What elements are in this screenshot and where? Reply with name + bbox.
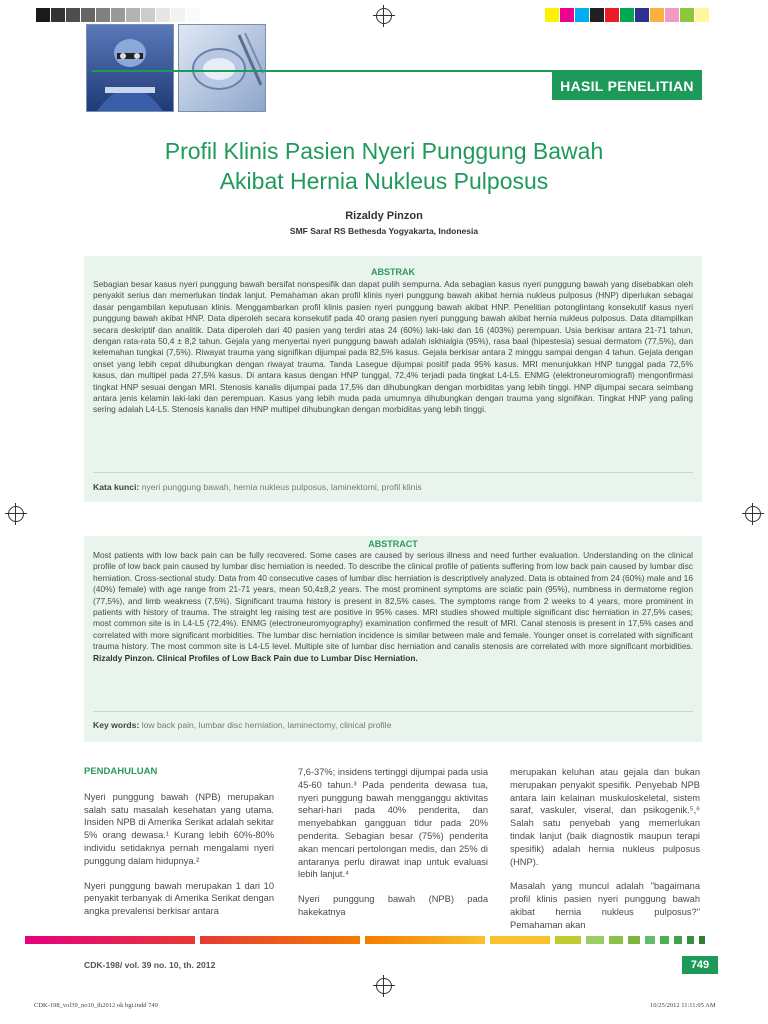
divider [93, 711, 693, 712]
keywords-label: Key words: [93, 720, 140, 730]
paragraph: Masalah yang muncul adalah "bagaimana profil klinis pasien nyeri punggung bawah akibat hernia nukleus pulposus?" Pemahaman akan [510, 881, 700, 930]
abstrak-keywords [84, 482, 431, 492]
abstract-body: Most patients with low back pain can be fully recovered. Some cases are caused by serious illness and need further evaluation. Understanding on the clinical profile of low back pain caused by lumbar disc herniation is needed. To describe the clinical profile of patients suffering from low back pain caused by lumbar disc herniation. Cross-sectional study. Data from 40 consecutive cases of lumbar disc herniation is descriptively analyzed. Data is obtained from 24 (60%) male and 16 (40%) female) with age range from 21-71 years, mean 50,4±8,2 years. The most prominent symptoms are sciatic pain (95%), numbness in dermatome region (77,5%), and limb weakness (7,5%). Significant trauma history is present in 82,5% cases. The symptoms range from 2 weeks to 4 years, more prominent in patients with history of trauma. The straight leg raising test are positive in 95% cases. MRI studies showed multiple significant disc herniation in 27,5% cases; most common site is in L4-L5 (72,4%). ENMG (electroneuromyography) examination confirmed the result of MRI. Canal stenosis is present in 17,5% cases and correlated with more significant morbidities. The lumbar disc herniation incidence is similar between male and female. Younger onset is correlated with significant trauma history. The most common site is L4-L5 level. Multiple site of lumbar disc herniation and canalis stenosis are correlated with more significant morbidities. [93, 550, 693, 652]
print-timestamp: 10/25/2012 11:11:05 AM [650, 1002, 716, 1009]
paragraph: merupakan keluhan atau gejala dan bukan merupakan penyakit spesifik. Penyebab NPB antara lain kelainan muskuloskeletal, sistem saraf, vaskuler, viseral, dan psikogenik.⁵,⁶ Salah satu penyebab yang memerlukan tindak lanjut (baik diagnostik maupun terapi spesifik) adalah hernia nukleus pulposus (HNP). [510, 767, 700, 867]
article-title-line-2: Akibat Hernia Nukleus Pulposus [219, 168, 549, 194]
registration-mark-icon [8, 506, 24, 522]
registration-mark-icon [745, 506, 761, 522]
section-heading: PENDAHULUAN [84, 766, 158, 777]
journal-citation: CDK-198/ vol. 39 no. 10, th. 2012 [84, 960, 216, 970]
author-affiliation: SMF Saraf RS Bethesda Yogyakarta, Indonesia [289, 226, 479, 236]
paragraph: Nyeri punggung bawah merupakan 1 dari 10 penyakit terbanyak di Amerika Serikat dengan angka prevalensi berkisar antara [84, 880, 274, 917]
registration-mark-icon [376, 978, 392, 994]
section-tag: HASIL PENELITIAN [552, 72, 702, 100]
registration-gray-bar [36, 8, 201, 22]
keywords-value: nyeri punggung bawah, hernia nukleus pulposus, laminektomi, profil klinis [141, 482, 422, 492]
abstrak-box [84, 256, 702, 502]
paragraph: Nyeri punggung bawah (NPB) merupakan salah satu masalah kesehatan yang utama. Insiden NPB di Amerika Serikat adalah sekitar 5% orang dewasa.¹ Kurang lebih 60%-80% individu setidaknya pernah mengalami nyeri punggung dalam hidupnya.² [84, 791, 274, 866]
abstrak-heading: ABSTRAK [371, 267, 415, 277]
abstract-text [84, 550, 702, 664]
keywords-value: low back pain, lumbar disc herniation, laminectomy, clinical profile [141, 720, 392, 730]
page-number: 749 [682, 956, 718, 974]
section-banner [92, 70, 702, 102]
article-title [60, 136, 708, 196]
article-title-line-1: Profil Klinis Pasien Nyeri Punggung Bawah [164, 138, 604, 164]
divider [93, 472, 693, 473]
body-column-1 [84, 766, 274, 930]
author-name: Rizaldy Pinzon [345, 210, 423, 222]
file-slug: CDK-198_vol39_no10_th2012 ok bgt.indd 749 [34, 1002, 158, 1009]
abstract-heading: ABSTRACT [368, 539, 418, 549]
body-column-2 [298, 766, 488, 931]
abstract-keywords [84, 720, 400, 730]
footer-color-bar [25, 936, 710, 944]
abstract-citation: Rizaldy Pinzon. Clinical Profiles of Low Back Pain due to Lumbar Disc Herniation. [93, 652, 418, 663]
abstract-box [84, 536, 702, 742]
paragraph: 7,6-37%; insidens tertinggi dijumpai pada usia 45-60 tahun.³ Pada penderita dewasa tua, nyeri punggung bawah mengganggu aktivitas sehari-hari pada 40% penderita, dan menyebabkan gangguan tidur pada 20% penderita. Sebagian besar (75%) penderita akan mencari pertolongan medis, dan 25% di antaranya perlu dirawat inap untuk evaluasi lebih lanjut.⁴ [298, 767, 488, 880]
registration-mark-icon [376, 8, 392, 24]
body-column-3 [510, 766, 700, 944]
abstrak-text: Sebagian besar kasus nyeri punggung bawah bersifat nonspesifik dan dapat pulih sempurna. Ada sebagian kasus nyeri punggung bawah yang disebabkan oleh penyakit serius dan memerlukan tindak lanjut. Pemahaman akan profil klinis nyeri punggung bawah akibat hernia nukleus pulposus (HNP) diperlukan sebagai dasar pengambilan keputusan klinis. Menggambarkan profil klinis pasien nyeri punggung bawah akibat HNP. Penelitian potonglintang konsekutif kasus nyeri punggung bawah akibat HNP. Data diperoleh secara konsekutif pada 40 orang pasien nyeri punggung bawah akibat hernia nukleus pulposus. Data ditampilkan secara deskriptif dan analitik. Data diperoleh dari 40 pasien yang terdiri atas 24 (60%) laki-laki dan 16 (403%) perempuan. Usia berkisar antara 21-71 tahun, dengan rata-rata 50,4 ± 8,2 tahun. Gejala yang menyertai nyeri punggung bawah adalah iskhialgia (95%), rasa baal (hipestesia) sesuai dermatom (77,5%), dan kelemahan tungkai (7,5%). Riwayat trauma yang signifikan dijumpai pada 82,5% kasus. Gejala berkisar antara 2 minggu sampai dengan 4 tahun. Gejala dengan onset yang lebih cepat dihubungkan dengan riwayat trauma. Tanda Lasegue dijumpai positif pada 95% kasus. MRI menunjukkan HNP tunggal pada 72,5% kasus, dan multipel pada 27,5% kasus. Di antara kasus dengan HNP tunggal, 72,4% terjadi pada tingkat L4-L5. ENMG (elektroneuromiografi) mengonfirmasi tingkat HNP sesuai dengan MRI. Stenosis kanalis dijumpai pada 17,5% dan dihubungkan dengan morbiditas yang lebih tinggi. HNP dijumpai secara seimbang antara jenis kelamin laki-laki dan perempuan. Kasus yang lebih muda pada umumnya dihubungkan dengan trauma yang signifikan. Tingkat HNP yang paling sering adalah L4-L5. Stenosis kanalis dan HNP multipel dihubungkan dengan morbiditas yang lebih tinggi. [93, 279, 693, 415]
registration-color-bar [545, 8, 725, 22]
paragraph: Nyeri punggung bawah (NPB) pada hakekatnya [298, 894, 488, 917]
keywords-label: Kata kunci: [93, 482, 140, 492]
